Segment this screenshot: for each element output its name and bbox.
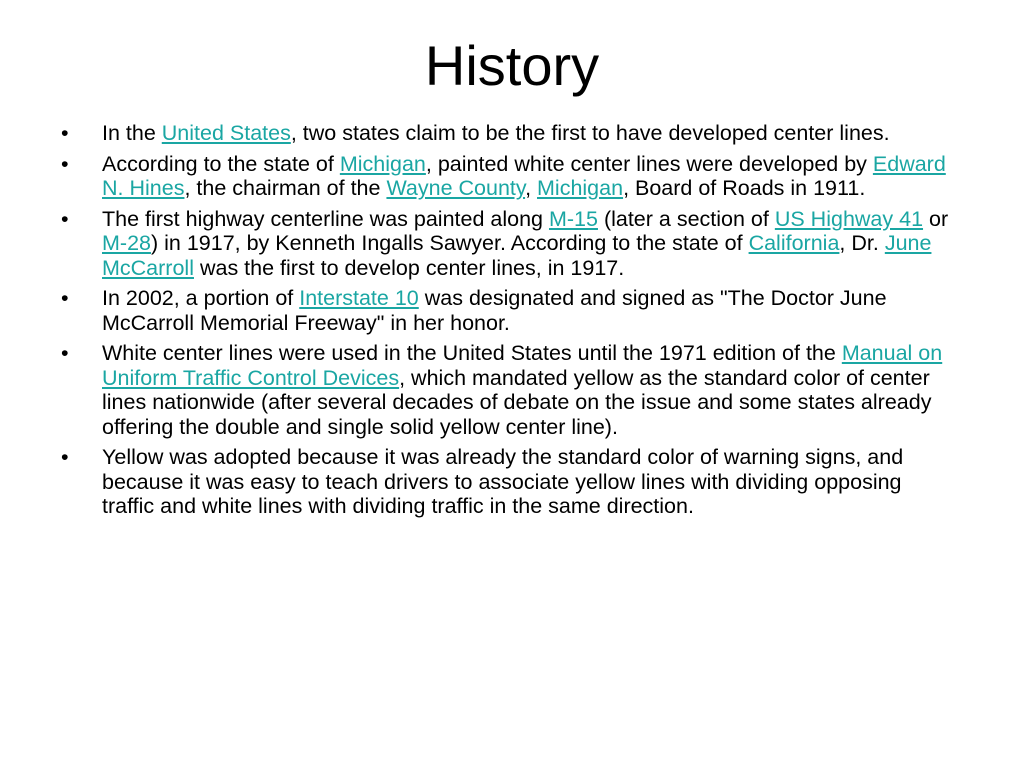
bullet-text: was designated and signed as "The Doctor June McCarroll Memorial Freeway" in her honor. (102, 286, 887, 335)
bullet-text: , which mandated yellow as the standard color of center lines nationwide (after several decades of debate on the issue and some states already offering the double and single solid yellow center line). (102, 365, 932, 439)
link[interactable]: M-28 (102, 231, 151, 255)
bullet-text: Yellow was adopted because it was already the standard color of warning signs, and because it was easy to teach drivers to associate yellow lines with dividing opposing traffic and white lines with dividing traffic in the same direction. (102, 445, 904, 518)
slide-title: History (424, 34, 600, 97)
bullet-dot: • (61, 286, 69, 310)
bullet-item (61, 121, 959, 146)
bullet-list (61, 121, 959, 525)
bullet-text: , painted white center lines were developed by (425, 151, 873, 176)
bullet-text: In 2002, a portion of (102, 286, 300, 310)
bullet-text: , the chairman of the (184, 176, 387, 200)
link[interactable]: Interstate 10 (299, 286, 419, 310)
bullet-dot: • (61, 121, 69, 145)
link[interactable]: United States (161, 121, 291, 145)
bullet-text: was the first to develop center lines, in 1917. (193, 255, 625, 280)
link[interactable]: Manual on Uniform Traffic Control Devices (102, 341, 943, 390)
bullet-item (61, 341, 959, 439)
link[interactable]: Wayne County (386, 176, 526, 200)
bullet-item (61, 286, 959, 335)
link[interactable]: Michigan (537, 176, 624, 200)
bullet-text: , two states claim to be the first to have developed center lines. (290, 121, 890, 145)
bullet-text: According to the state of (102, 151, 340, 176)
bullet-dot: • (61, 206, 69, 231)
link[interactable]: California (748, 231, 840, 255)
bullet-text: or (923, 206, 949, 231)
bullet-dot: • (61, 151, 69, 176)
bullet-text: , Board of Roads in 1911. (623, 176, 866, 200)
link[interactable]: June McCarroll (102, 231, 932, 280)
bullet-item (61, 207, 959, 281)
bullet-text: In the (102, 121, 162, 145)
bullet-dot: • (61, 445, 69, 469)
link[interactable]: M-15 (548, 206, 598, 231)
bullet-text: The first highway centerline was painted along (102, 206, 549, 231)
bullet-text: White center lines were used in the United States until the 1971 edition of the (102, 341, 842, 365)
bullet-item (61, 445, 959, 519)
bullet-text: , Dr. (839, 231, 885, 255)
bullet-text: , (525, 176, 538, 200)
link[interactable]: US Highway 41 (774, 206, 924, 231)
bullet-text: ) in 1917, by Kenneth Ingalls Sawyer. According to the state of (150, 231, 749, 255)
link[interactable]: Michigan (339, 151, 426, 176)
link[interactable]: Edward N. Hines (102, 151, 946, 200)
bullet-item (61, 152, 959, 201)
bullet-text: (later a section of (597, 206, 775, 231)
bullet-dot: • (61, 341, 69, 365)
